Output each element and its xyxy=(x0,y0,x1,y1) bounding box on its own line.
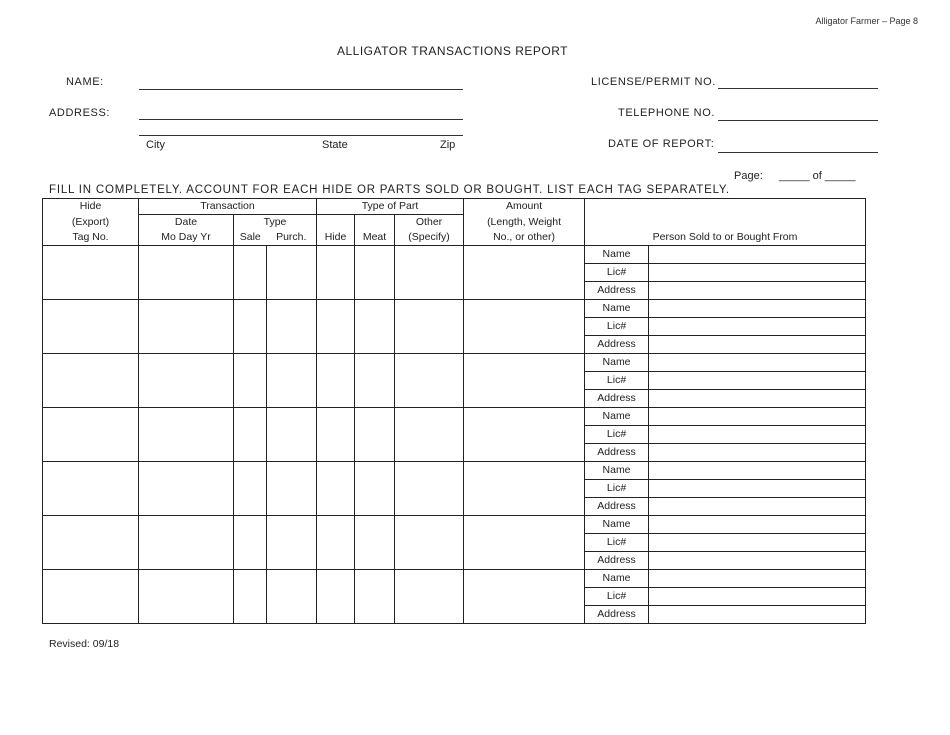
hide-part-cell[interactable] xyxy=(317,516,355,570)
amount-cell[interactable] xyxy=(464,300,585,354)
table-row xyxy=(43,246,866,264)
city-label: City xyxy=(146,139,165,151)
hide-tag-cell[interactable] xyxy=(43,570,139,624)
date-cell[interactable] xyxy=(139,246,234,300)
revised-date: Revised: 09/18 xyxy=(49,638,120,650)
lic-label: Lic# xyxy=(585,588,649,606)
name-label: Name xyxy=(585,354,649,372)
meat-cell[interactable] xyxy=(355,570,395,624)
person-header: Person Sold to or Bought From xyxy=(585,230,866,246)
date-of-report-label: DATE OF REPORT: xyxy=(608,138,715,150)
name-field[interactable] xyxy=(649,354,866,372)
type-of-part-header: Type of Part xyxy=(317,199,464,215)
license-label: LICENSE/PERMIT NO. xyxy=(591,76,716,88)
hide-part-cell[interactable] xyxy=(317,408,355,462)
address-field[interactable] xyxy=(649,498,866,516)
sale-cell[interactable] xyxy=(234,354,267,408)
date-cell[interactable] xyxy=(139,462,234,516)
hide-part-cell[interactable] xyxy=(317,462,355,516)
lic-field[interactable] xyxy=(649,480,866,498)
type-header: Type xyxy=(234,215,317,231)
other-header: Other xyxy=(395,215,464,231)
state-label: State xyxy=(322,139,348,151)
date-cell[interactable] xyxy=(139,516,234,570)
sale-cell[interactable] xyxy=(234,300,267,354)
amount-header-line1: Amount xyxy=(464,199,585,215)
amount-header-line2: (Length, Weight xyxy=(464,215,585,231)
table-row xyxy=(43,570,866,588)
purch-cell[interactable] xyxy=(267,516,317,570)
lic-field[interactable] xyxy=(649,264,866,282)
other-cell[interactable] xyxy=(395,246,464,300)
meat-header: Meat xyxy=(355,230,395,246)
lic-label: Lic# xyxy=(585,426,649,444)
date-cell[interactable] xyxy=(139,408,234,462)
other-cell[interactable] xyxy=(395,462,464,516)
name-field[interactable] xyxy=(649,516,866,534)
hide-tag-cell[interactable] xyxy=(43,516,139,570)
meat-cell[interactable] xyxy=(355,354,395,408)
purch-cell[interactable] xyxy=(267,570,317,624)
purch-cell[interactable] xyxy=(267,300,317,354)
amount-cell[interactable] xyxy=(464,246,585,300)
instructions: FILL IN COMPLETELY. ACCOUNT FOR EACH HIDE OR PARTS SOLD OR BOUGHT. LIST EACH TAG SEPARATELY. xyxy=(49,184,730,196)
address-label: Address xyxy=(585,282,649,300)
address-field[interactable] xyxy=(649,444,866,462)
sale-header: Sale xyxy=(234,230,267,246)
hide-part-header: Hide xyxy=(317,230,355,246)
other-cell[interactable] xyxy=(395,570,464,624)
address-field[interactable] xyxy=(649,552,866,570)
lic-label: Lic# xyxy=(585,372,649,390)
date-parts-header: Mo Day Yr xyxy=(139,230,234,246)
amount-header-line3: No., or other) xyxy=(464,230,585,246)
transactions-table xyxy=(42,198,866,624)
page-label: Page: xyxy=(734,170,763,182)
name-field[interactable] xyxy=(649,246,866,264)
lic-label: Lic# xyxy=(585,480,649,498)
hide-header-line2: (Export) xyxy=(43,215,139,231)
name-field[interactable] xyxy=(649,408,866,426)
hide-header-line1: Hide xyxy=(43,199,139,215)
hide-tag-cell[interactable] xyxy=(43,408,139,462)
name-label: Name xyxy=(585,462,649,480)
name-label: NAME: xyxy=(66,76,104,88)
address-label: Address xyxy=(585,552,649,570)
other-cell[interactable] xyxy=(395,516,464,570)
table-row xyxy=(43,300,866,318)
address-label: Address xyxy=(585,444,649,462)
meat-cell[interactable] xyxy=(355,300,395,354)
table-row xyxy=(43,354,866,372)
date-cell[interactable] xyxy=(139,570,234,624)
name-field[interactable] xyxy=(649,462,866,480)
date-header: Date xyxy=(139,215,234,231)
hide-part-cell[interactable] xyxy=(317,570,355,624)
amount-cell[interactable] xyxy=(464,462,585,516)
zip-label: Zip xyxy=(440,139,456,151)
name-label: Name xyxy=(585,300,649,318)
purch-cell[interactable] xyxy=(267,246,317,300)
amount-cell[interactable] xyxy=(464,570,585,624)
city-state-zip-field[interactable] xyxy=(139,135,463,136)
page-identifier: Alligator Farmer – Page 8 xyxy=(815,16,918,26)
hide-tag-cell[interactable] xyxy=(43,354,139,408)
address-label: Address xyxy=(585,336,649,354)
name-field[interactable] xyxy=(649,570,866,588)
lic-label: Lic# xyxy=(585,318,649,336)
address-field[interactable] xyxy=(649,390,866,408)
table-row xyxy=(43,408,866,426)
lic-field[interactable] xyxy=(649,372,866,390)
other-cell[interactable] xyxy=(395,354,464,408)
purch-cell[interactable] xyxy=(267,354,317,408)
meat-cell[interactable] xyxy=(355,462,395,516)
sale-cell[interactable] xyxy=(234,408,267,462)
amount-cell[interactable] xyxy=(464,408,585,462)
hide-tag-cell[interactable] xyxy=(43,462,139,516)
specify-header: (Specify) xyxy=(395,230,464,246)
report-title: ALLIGATOR TRANSACTIONS REPORT xyxy=(337,44,568,58)
sale-cell[interactable] xyxy=(234,570,267,624)
lic-label: Lic# xyxy=(585,534,649,552)
hide-part-cell[interactable] xyxy=(317,300,355,354)
hide-part-cell[interactable] xyxy=(317,246,355,300)
lic-field[interactable] xyxy=(649,426,866,444)
address-label: Address xyxy=(585,498,649,516)
license-field[interactable] xyxy=(718,88,878,89)
name-label: Name xyxy=(585,516,649,534)
address-label: Address xyxy=(585,390,649,408)
sale-cell[interactable] xyxy=(234,462,267,516)
lic-field[interactable] xyxy=(649,534,866,552)
address-field[interactable] xyxy=(649,336,866,354)
lic-label: Lic# xyxy=(585,264,649,282)
meat-cell[interactable] xyxy=(355,408,395,462)
page-of-field[interactable]: _____ of _____ xyxy=(779,170,856,182)
transaction-header: Transaction xyxy=(139,199,317,215)
name-label: Name xyxy=(585,408,649,426)
hide-tag-cell[interactable] xyxy=(43,300,139,354)
address-field[interactable] xyxy=(139,119,463,120)
telephone-label: TELEPHONE NO. xyxy=(618,107,716,119)
address-label: Address xyxy=(585,606,649,624)
meat-cell[interactable] xyxy=(355,246,395,300)
other-cell[interactable] xyxy=(395,300,464,354)
name-label: Name xyxy=(585,246,649,264)
hide-part-cell[interactable] xyxy=(317,354,355,408)
telephone-field[interactable] xyxy=(718,120,878,121)
lic-field[interactable] xyxy=(649,318,866,336)
table-body xyxy=(43,246,866,624)
hide-tag-cell[interactable] xyxy=(43,246,139,300)
date-cell[interactable] xyxy=(139,300,234,354)
address-field[interactable] xyxy=(649,282,866,300)
address-label: ADDRESS: xyxy=(49,107,111,119)
purch-header: Purch. xyxy=(267,230,317,246)
table-header xyxy=(43,199,866,246)
purch-cell[interactable] xyxy=(267,462,317,516)
name-field[interactable] xyxy=(139,89,463,90)
name-field[interactable] xyxy=(649,300,866,318)
other-cell[interactable] xyxy=(395,408,464,462)
date-cell[interactable] xyxy=(139,354,234,408)
table-row xyxy=(43,462,866,480)
amount-cell[interactable] xyxy=(464,516,585,570)
name-label: Name xyxy=(585,570,649,588)
lic-field[interactable] xyxy=(649,588,866,606)
sale-cell[interactable] xyxy=(234,516,267,570)
meat-cell[interactable] xyxy=(355,516,395,570)
amount-cell[interactable] xyxy=(464,354,585,408)
table-row xyxy=(43,516,866,534)
date-of-report-field[interactable] xyxy=(718,152,878,153)
sale-cell[interactable] xyxy=(234,246,267,300)
purch-cell[interactable] xyxy=(267,408,317,462)
hide-header-line3: Tag No. xyxy=(43,230,139,246)
address-field[interactable] xyxy=(649,606,866,624)
